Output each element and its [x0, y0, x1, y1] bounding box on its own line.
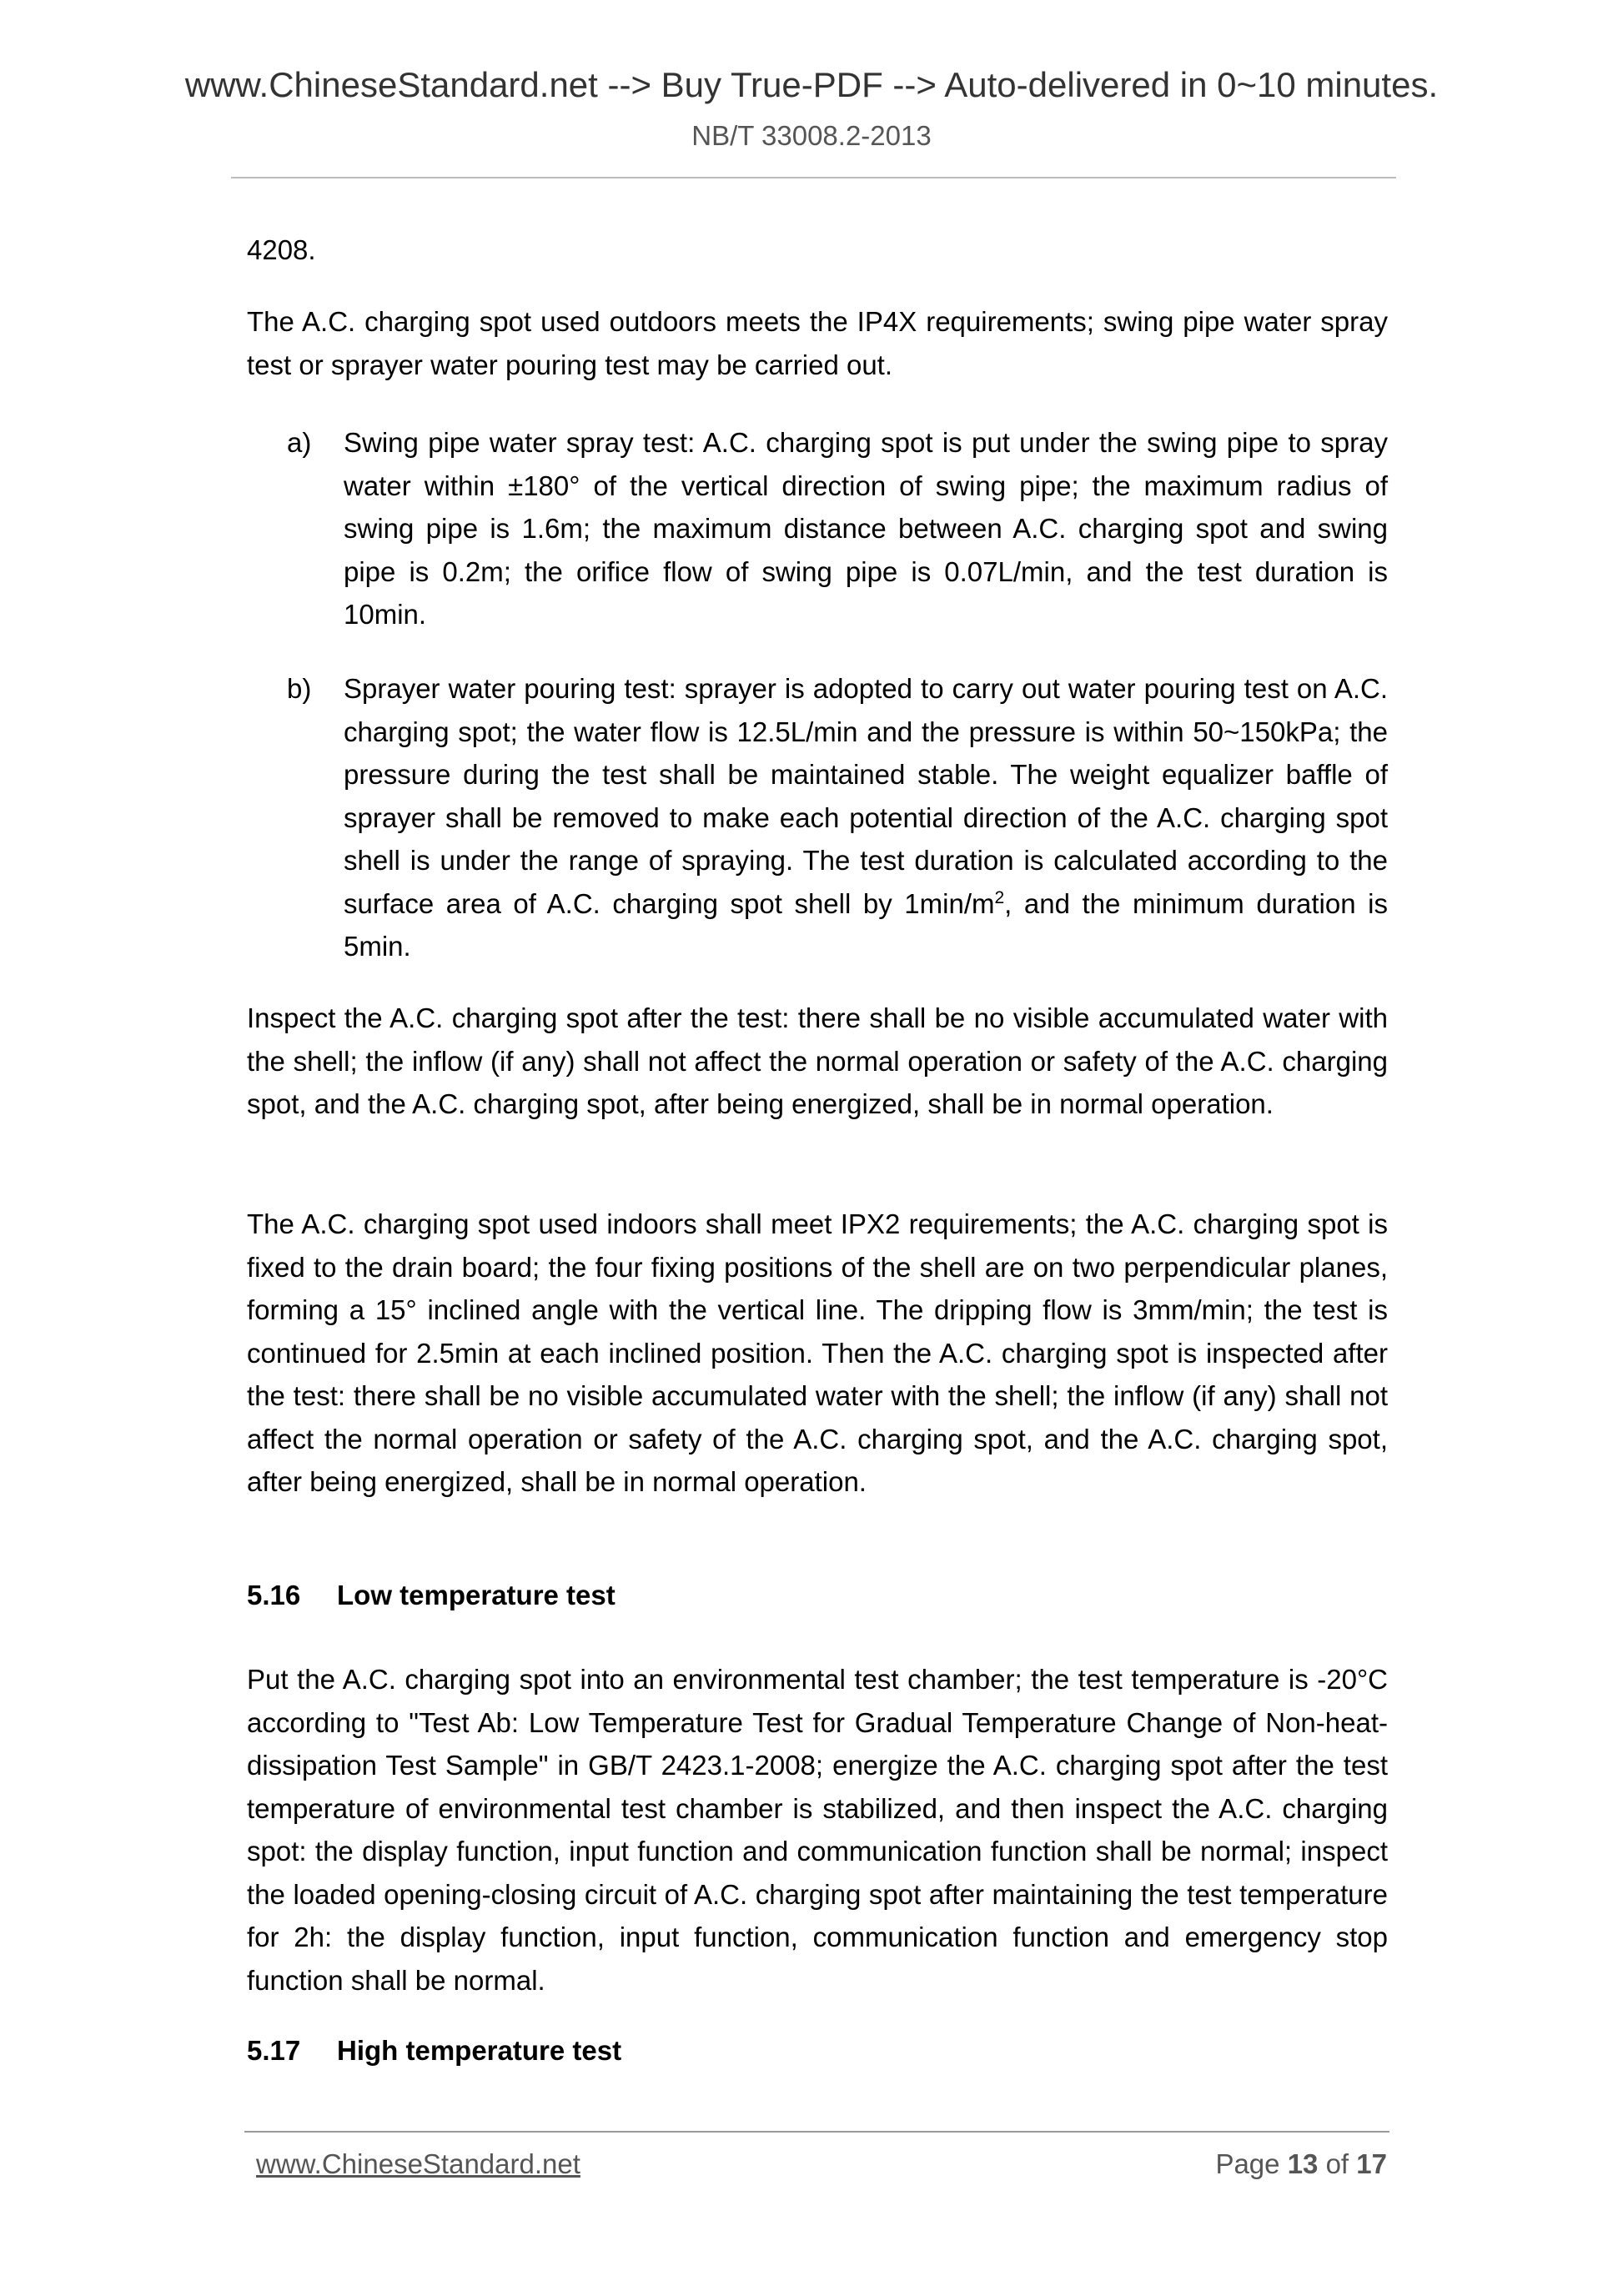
- paragraph-inspect-after-test: Inspect the A.C. charging spot after the test: there shall be no visible accumulated water with the shell; the inflow (if any) shall not affect the normal operation or safety of the A.C. charging spot, and the A.C. charging spot, after being energized, shall be in normal operation.: [247, 1002, 1388, 1119]
- paragraph-low-temperature: Put the A.C. charging spot into an environmental test chamber; the test temperature is -20°C according to "Test Ab: Low Temperature Test for Gradual Temperature Change of Non-heat-dissipation Test Sample" in GB/T 2423.1-2008; energize the A.C. charging spot after the test temperature of environmental test chamber is stabilized, and then inspect the A.C. charging spot: the display function, input function and communication function shall be normal; inspect the loaded opening-closing circuit of A.C. charging spot after maintaining the test temperature for 2h: the display function, input function, communication function and emergency stop function shall be normal.: [247, 1664, 1388, 1996]
- section-number: 5.17: [247, 2035, 301, 2066]
- list-marker-a: a): [287, 427, 312, 458]
- list-item-b-text: Sprayer water pouring test: sprayer is adopted to carry out water pouring test on A.C. charging spot; the water flow is 12.5L/min and the pressure is within 50~150kPa; the pressure during the test shall be maintained stable. The weight equalizer baffle of sprayer shall be removed to make each potential direction of the A.C. charging spot shell is under the range of spraying. The test duration is calculated according to the surface area of A.C. charging spot shell by $1\min/m^2$, and the minimum duration is 5min.: [344, 673, 1388, 962]
- list-marker-b: b): [287, 673, 312, 704]
- paragraph-continuation: 4208.: [247, 234, 316, 265]
- standard-id: NB/T 33008.2-2013: [691, 120, 932, 151]
- section-heading-5-16: [247, 1580, 616, 1611]
- list-item-a-text: Swing pipe water spray test: A.C. charging spot is put under the swing pipe to spray water within ±180° of the vertical direction of swing pipe; the maximum radius of swing pipe is 1.6m; the maximum distance between A.C. charging spot and swing pipe is 0.2m; the orifice flow of swing pipe is 0.07L/min, and the test duration is 10min.: [344, 427, 1388, 630]
- section-title: High temperature test: [337, 2035, 622, 2066]
- paragraph-indoor-ipx2: The A.C. charging spot used indoors shall meet IPX2 requirements; the A.C. charging spot is fixed to the drain board; the four fixing positions of the shell are on two perpendicular planes, forming a 15° inclined angle with the vertical line. The dripping flow is 3mm/min; the test is continued for 2.5min at each inclined position. Then the A.C. charging spot is inspected after the test: there shall be no visible accumulated water with the shell; the inflow (if any) shall not affect the normal operation or safety of the A.C. charging spot, and the A.C. charging spot, after being energized, shall be in normal operation.: [247, 1208, 1388, 1497]
- section-number: 5.16: [247, 1580, 301, 1610]
- page-number: Page 13 of 17: [1215, 2148, 1387, 2179]
- list-item-a: [247, 421, 1388, 636]
- section-heading-5-17: [247, 2035, 621, 2067]
- header-divider: [231, 177, 1396, 178]
- footer-website-link[interactable]: www.ChineseStandard.net: [256, 2148, 580, 2179]
- header-banner: www.ChineseStandard.net --> Buy True-PDF --> Auto-delivered in 0~10 minutes.: [184, 65, 1439, 104]
- footer-divider: [244, 2131, 1389, 2133]
- list-item-b: [247, 667, 1388, 968]
- section-title: Low temperature test: [337, 1580, 616, 1610]
- paragraph-outdoor-ip4x: The A.C. charging spot used outdoors meets the IP4X requirements; swing pipe water spray test or sprayer water pouring test may be carried out.: [247, 306, 1388, 380]
- superscript-2: 2: [994, 887, 1005, 907]
